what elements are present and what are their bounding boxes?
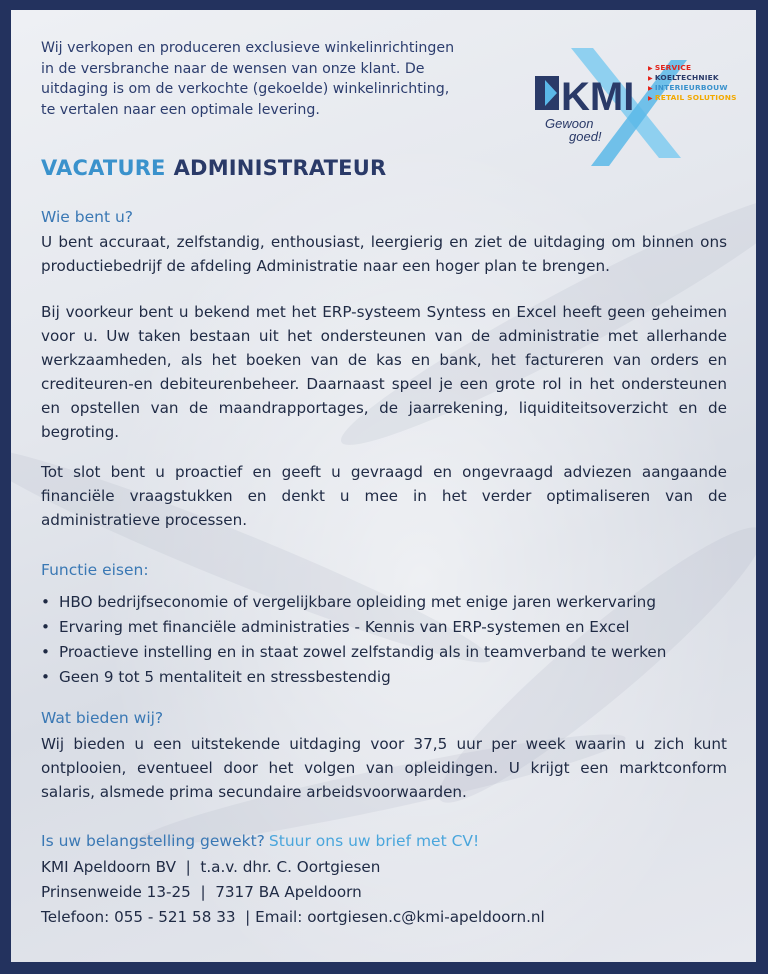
requirement-item: • HBO bedrijfseconomie of vergelijkbare opleiding met enige jaren werkervaring: [41, 590, 666, 615]
contact-question: Is uw belangstelling gewekt?: [41, 832, 265, 850]
intro-line: te vertalen naar een optimale levering.: [41, 101, 320, 118]
service-label: SERVICE: [654, 63, 692, 72]
logo-service-item: ▶ KOELTECHNIEK: [648, 73, 719, 82]
logo-service-item: ▶ INTERIEURBOUW: [648, 83, 728, 92]
who-heading: Wie bent u?: [41, 208, 134, 226]
logo-service-item: ▶ RETAIL SOLUTIONS: [648, 93, 737, 102]
intro-line: uitdaging is om de verkochte (gekoelde) winkelinrichting,: [41, 81, 450, 97]
who-paragraph-1: U bent accuraat, zelfstandig, enthousiast, leergierig en ziet de uitdaging om binnen ons productiebedrijf de afdeling Administratie naar een hoger plan te brengen.: [41, 233, 727, 275]
service-label: KOELTECHNIEK: [654, 73, 719, 82]
requirements-heading: Functie eisen:: [41, 561, 149, 579]
logo-service-item: ▶ SERVICE: [648, 63, 692, 72]
requirement-item: • Ervaring met financiële administraties - Kennis van ERP-systemen en Excel: [41, 615, 666, 640]
vacancy-card: [11, 10, 756, 962]
requirement-item: • Proactieve instelling en in staat zowel zelfstandig als in teamverband te werken: [41, 640, 666, 665]
intro-text: [41, 38, 481, 120]
contact-cta: Stuur ons uw brief met CV!: [268, 832, 480, 850]
kmi-logo: [531, 40, 731, 166]
logo-tagline-1: Gewoon: [545, 116, 594, 131]
title-vacature: VACATURE: [41, 156, 166, 180]
vacancy-title: [41, 156, 386, 180]
intro-line: Wij verkopen en produceren exclusieve winkelinrichtingen: [41, 40, 455, 56]
requirements-list: [41, 590, 666, 690]
intro-line: in de versbranche naar de wensen van onze klant. De: [41, 60, 425, 77]
service-label: INTERIEURBOUW: [654, 83, 728, 92]
who-paragraph-2: Bij voorkeur bent u bekend met het ERP-systeem Syntess en Excel heeft geen geheimen voor u. Uw taken bestaan uit het ondersteunen van de administratie met allerhande werkzaamheden, als het boeken van de kas en bank, het factureren van orders en crediteuren-en debiteurenbeheer. Daarnaast speel je een grote rol in het ondersteunen en opstellen van de maandrapportages, de jaarrekening, liquiditeitsoverzicht en de begroting.: [41, 303, 727, 441]
title-role: ADMINISTRATEUR: [173, 156, 387, 180]
logo-brand: KMI: [561, 75, 635, 119]
logo-tagline-2: goed!: [569, 129, 602, 144]
contact-heading: [41, 832, 479, 850]
requirement-item: • Geen 9 tot 5 mentaliteit en stressbestendig: [41, 665, 666, 690]
contact-address: Prinsenweide 13-25 | 7317 BA Apeldoorn: [41, 883, 362, 901]
who-paragraph-3: Tot slot bent u proactief en geeft u gevraagd en ongevraagd adviezen aangaande financiële vraagstukken en denkt u mee in het verder optimaliseren van de administratieve processen.: [41, 463, 727, 529]
contact-company: KMI Apeldoorn BV | t.a.v. dhr. C. Oortgiesen: [41, 858, 381, 876]
offer-paragraph: Wij bieden u een uitstekende uitdaging voor 37,5 uur per week waarin u zich kunt ontplooien, eventueel door het volgen van opleidingen. U krijgt een marktconform salaris, alsmede prima secundaire arbeidsvoorwaarden.: [41, 735, 727, 801]
offer-heading: Wat bieden wij?: [41, 709, 164, 727]
contact-phone-email[interactable]: Telefoon: 055 - 521 58 33 | Email: oortgiesen.c@kmi-apeldoorn.nl: [41, 908, 545, 926]
service-label: RETAIL SOLUTIONS: [654, 93, 737, 102]
